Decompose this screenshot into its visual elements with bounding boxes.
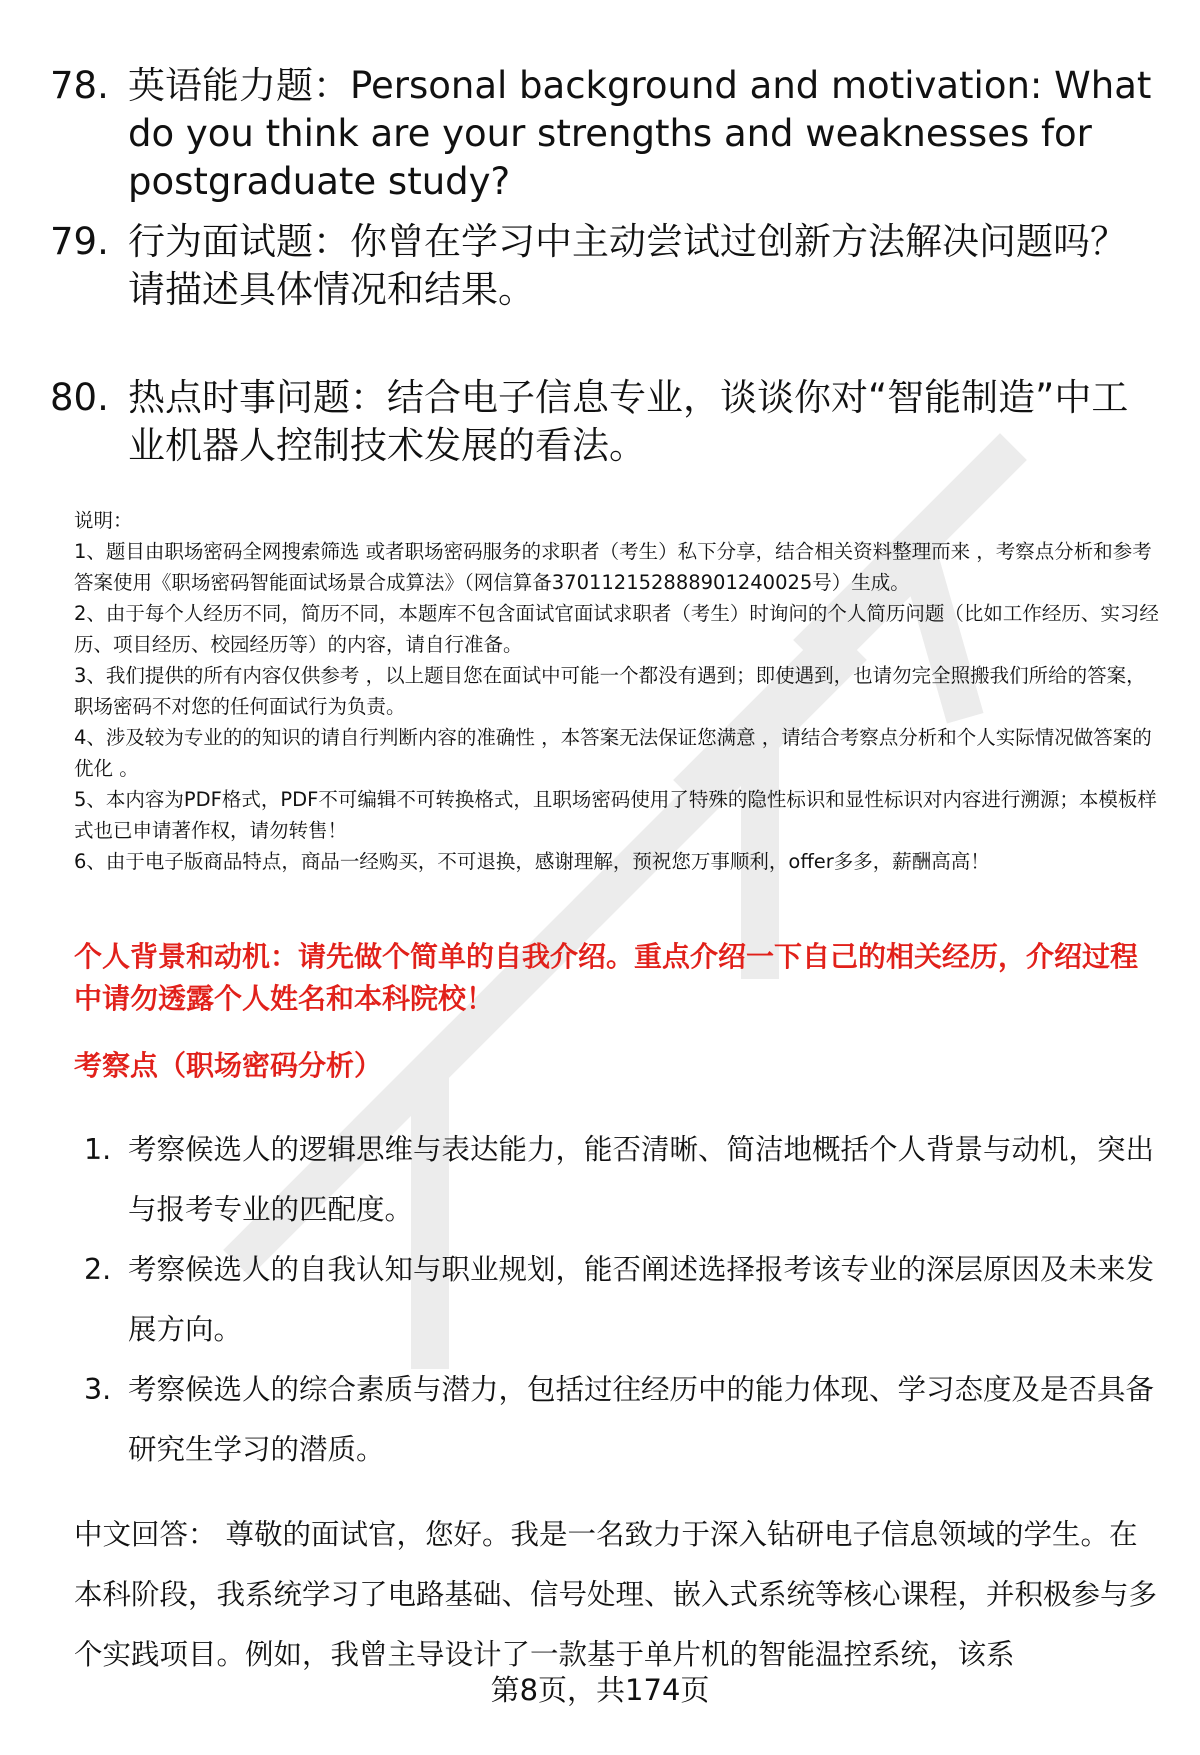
analysis-point [84, 1240, 1164, 1360]
point-text: 考察候选人的自我认知与职业规划，能否阐述选择报考该专业的深层原因及未来发展方向。 [128, 1253, 1155, 1346]
question-number: 79. [50, 220, 109, 263]
question-80 [50, 374, 1160, 470]
point-text: 考察候选人的逻辑思维与表达能力，能否清晰、简洁地概括个人背景与动机，突出与报考专业的匹配度。 [128, 1133, 1155, 1226]
page-footer: 第8页，共174页 [490, 1673, 710, 1707]
notes-title: 说明： [74, 509, 133, 532]
question-number: 80. [50, 376, 109, 419]
question-78 [50, 62, 1160, 206]
analysis-points [84, 1120, 1164, 1480]
note-item: 5、本内容为PDF格式，PDF不可编辑不可转换格式，且职场密码使用了特殊的隐性标识和显性标识对内容进行溯源；本模板样式也已申请著作权，请勿转售！ [74, 788, 1157, 842]
disclaimer-notes [74, 505, 1160, 877]
section-heading: 个人背景和动机：请先做个简单的自我介绍。重点介绍一下自己的相关经历，介绍过程中请勿透露个人姓名和本科院校！ [74, 940, 1139, 1015]
note-item: 1、题目由职场密码全网搜索筛选 或者职场密码服务的求职者（考生）私下分享，结合相关资料整理而来 ，考察点分析和参考答案使用《职场密码智能面试场景合成算法》（网信算备370112152888901240025号）生成。 [74, 540, 1152, 594]
question-text: 英语能力题：Personal background and motivation: What do you think are your strengths and weaknesses for postgraduate study? [128, 64, 1152, 203]
question-79 [50, 218, 1160, 314]
point-number: 3. [84, 1373, 112, 1406]
note-item: 6、由于电子版商品特点，商品一经购买，不可退换，感谢理解，预祝您万事顺利，offer多多，薪酬高高！ [74, 850, 990, 873]
question-text: 热点时事问题：结合电子信息专业，谈谈你对“智能制造”中工业机器人控制技术发展的看法。 [128, 376, 1129, 467]
question-number: 78. [50, 64, 109, 107]
note-item: 3、我们提供的所有内容仅供参考 ，以上题目您在面试中可能一个都没有遇到；即使遇到，也请勿完全照搬我们所给的答案，职场密码不对您的任何面试行为负责。 [74, 664, 1146, 718]
point-number: 1. [84, 1133, 112, 1166]
chinese-answer: 中文回答： 尊敬的面试官，您好。我是一名致力于深入钻研电子信息领域的学生。在本科阶段，我系统学习了电路基础、信号处理、嵌入式系统等核心课程，并积极参与多个实践项目。例如，我曾主导设计了一款基于单片机的智能温控系统，该系 [74, 1518, 1158, 1671]
point-text: 考察候选人的综合素质与潜力，包括过往经历中的能力体现、学习态度及是否具备研究生学习的潜质。 [128, 1373, 1155, 1466]
note-item: 4、涉及较为专业的的知识的请自行判断内容的准确性 ，本答案无法保证您满意 ，请结合考察点分析和个人实际情况做答案的优化 。 [74, 726, 1152, 780]
question-text: 行为面试题：你曾在学习中主动尝试过创新方法解决问题吗？请描述具体情况和结果。 [128, 220, 1127, 311]
analysis-point [84, 1360, 1164, 1480]
note-item: 2、由于每个人经历不同，简历不同，本题库不包含面试官面试求职者（考生）时询问的个人简历问题（比如工作经历、实习经历、项目经历、校园经历等）的内容，请自行准备。 [74, 602, 1159, 656]
analysis-point [84, 1120, 1164, 1240]
point-number: 2. [84, 1253, 112, 1286]
analysis-title: 考察点（职场密码分析） [74, 1049, 383, 1082]
